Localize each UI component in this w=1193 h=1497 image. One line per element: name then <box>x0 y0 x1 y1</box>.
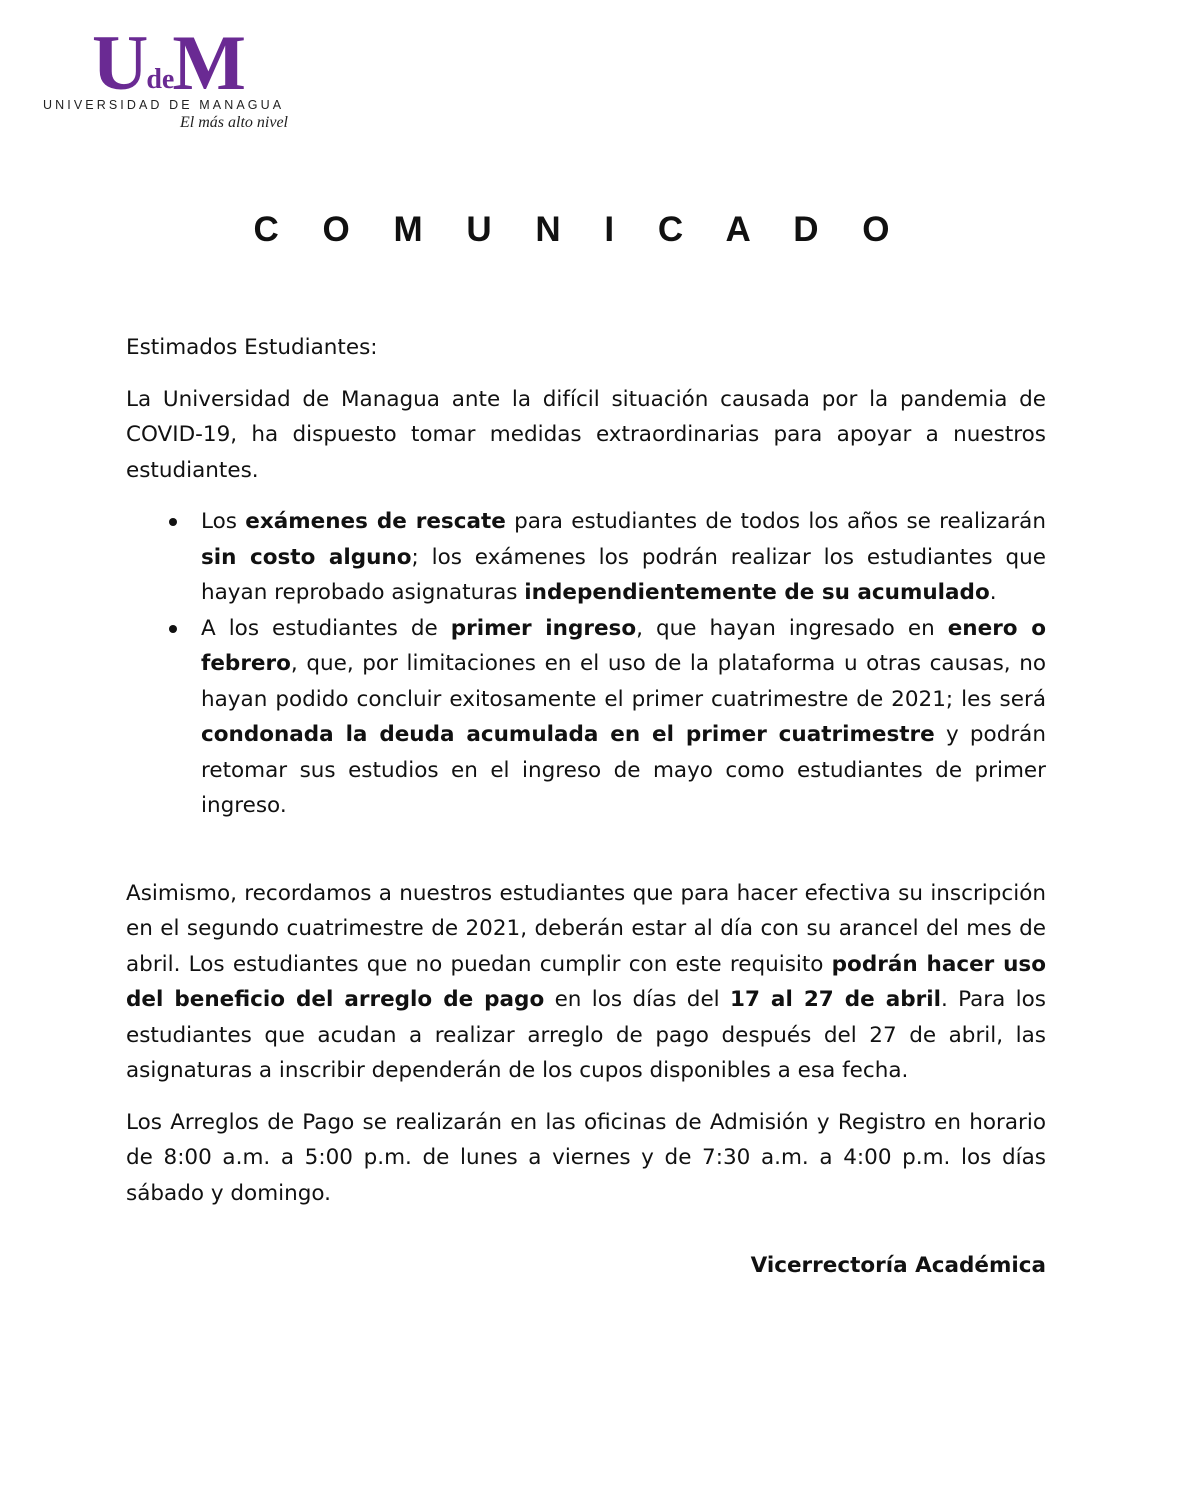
text-run: para estudiantes de todos los años se realizarán <box>505 509 1046 534</box>
document-body <box>126 330 1046 1227</box>
list-item <box>201 504 1046 611</box>
bold-text: podrán hacer uso del beneficio del arreglo de pago <box>126 951 1046 1012</box>
bold-text: enero o febrero <box>201 615 1046 676</box>
text-run: en los días del <box>544 987 731 1012</box>
logo-letters-de: de <box>146 64 175 95</box>
text-run: . <box>989 580 997 605</box>
text-run: Los <box>201 509 246 534</box>
bold-text: condonada la deuda acumulada en el primer cuatrimestre <box>201 722 935 747</box>
bold-text: 17 al 27 de abril <box>730 987 941 1012</box>
text-run: , que, por limitaciones en el uso de la plataforma u otras causas, no hayan podido concluir exitosamente el primer cuatrimestre de 2021; les será <box>201 651 1046 712</box>
text-run: , que hayan ingresado en <box>636 615 948 641</box>
greeting: Estimados Estudiantes: <box>126 335 378 360</box>
payment-paragraph <box>126 876 1046 1089</box>
logo-mark <box>92 19 246 106</box>
logo-letter-m: M <box>172 19 246 106</box>
list-item <box>201 611 1046 824</box>
text-run: . Para los estudiantes que acudan a realizar arreglo de pago después del 27 de abril, las asignaturas a inscribir dependerán de los cupos disponibles a esa fecha. <box>126 987 1047 1083</box>
text-run: A los estudiantes de <box>201 615 451 641</box>
text-run: Asimismo, recordamos a nuestros estudiantes que para hacer efectiva su inscripción en el segundo cuatrimestre de 2021, deberán estar al día con su arancel del mes de abril. Los estudiantes que no puedan cumplir con este requisito <box>126 880 1046 977</box>
university-logo <box>40 19 340 138</box>
bold-text: primer ingreso <box>450 615 637 641</box>
intro-paragraph: La Universidad de Managua ante la difícil situación causada por la pandemia de COVID-19, ha dispuesto tomar medidas extraordinarias para apoyar a nuestros estudiantes. <box>126 386 1046 483</box>
schedule-paragraph: Los Arreglos de Pago se realizarán en las oficinas de Admisión y Registro en horario de 8:00 a.m. a 5:00 p.m. de lunes a viernes y de 7:30 a.m. a 4:00 p.m. los días sábado y domingo. <box>126 1109 1046 1206</box>
page-title: C O M U N I C A D O <box>253 210 907 249</box>
logo-subtitle: UNIVERSIDAD DE MANAGUA <box>43 98 285 112</box>
bold-text: independientemente de su acumulado <box>524 580 990 605</box>
signature: Vicerrectoría Académica <box>750 1253 1046 1278</box>
text-run: y podrán retomar sus estudios en el ingreso de mayo como estudiantes de primer ingreso. <box>201 722 1046 818</box>
logo-letter-u: U <box>92 19 149 106</box>
text-run: ; los exámenes los podrán realizar los estudiantes que hayan reprobado asignaturas <box>201 544 1046 605</box>
logo-motto: El más alto nivel <box>180 114 288 131</box>
bold-text: sin costo alguno <box>201 544 412 570</box>
bold-text: exámenes de rescate <box>245 509 506 534</box>
measures-list <box>126 504 1046 824</box>
